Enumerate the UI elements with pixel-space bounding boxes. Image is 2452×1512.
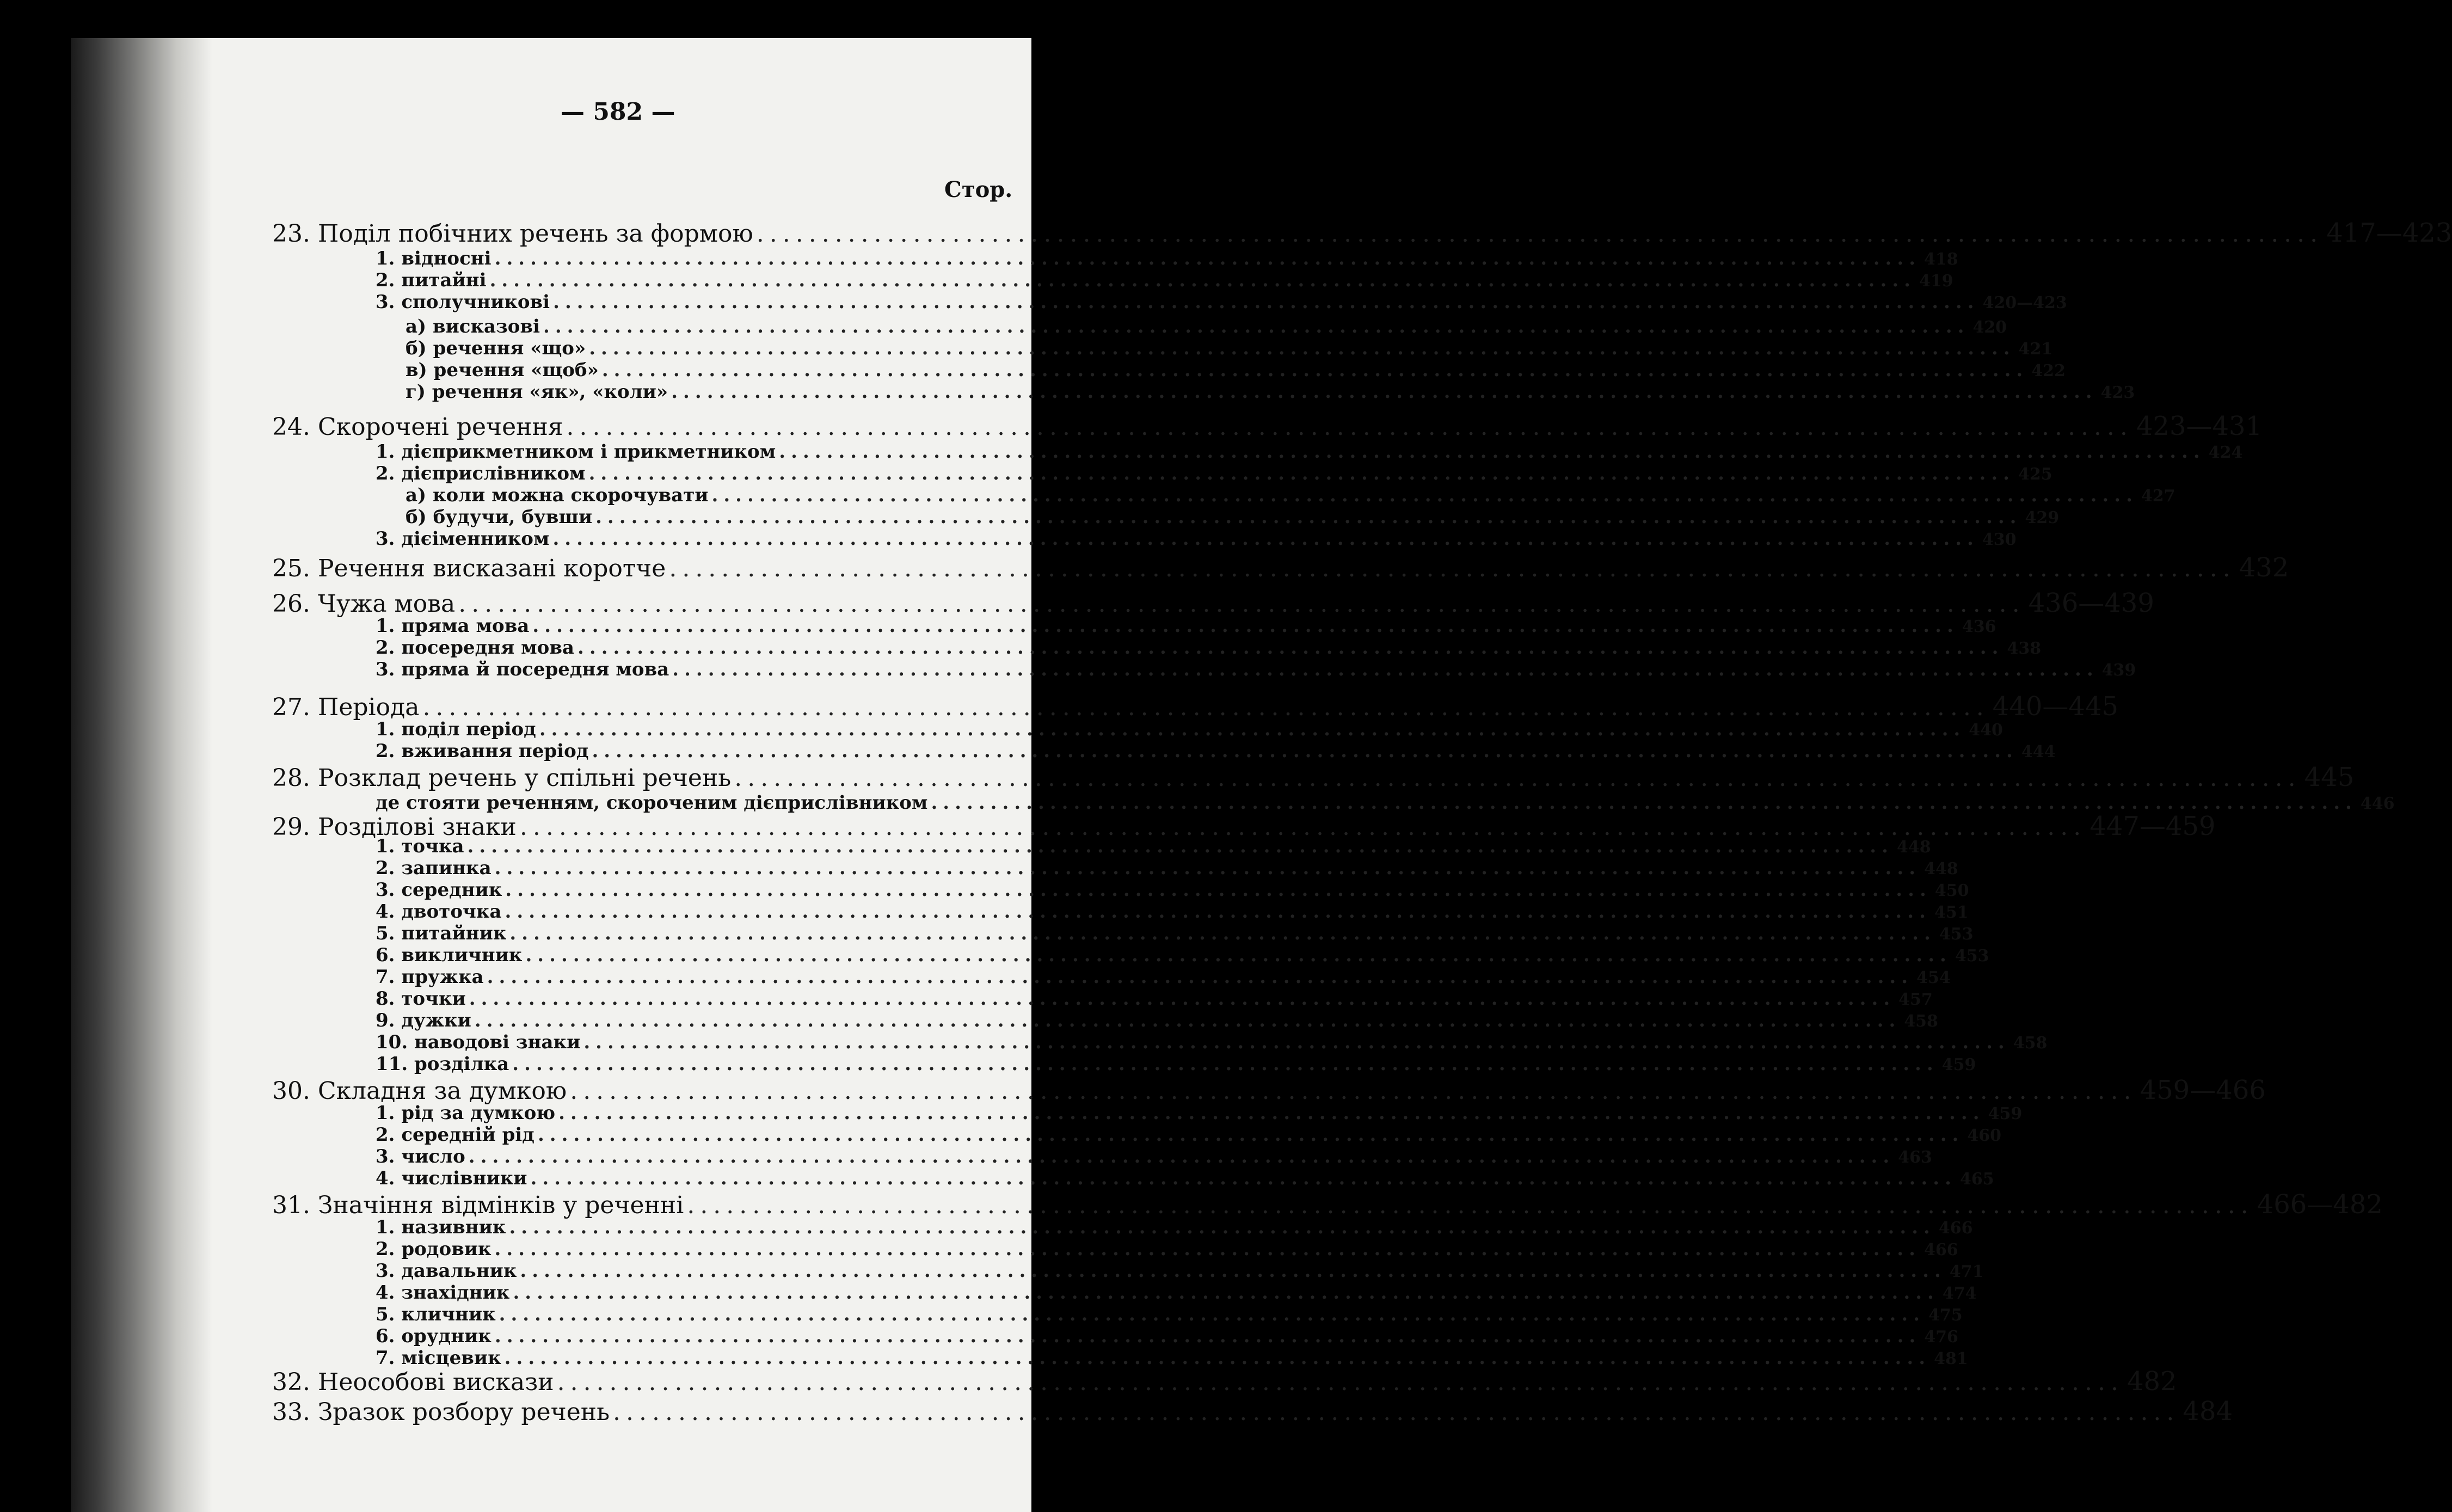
- toc-entry-page: 429: [2025, 508, 2060, 527]
- toc-subsection-row: [376, 269, 1953, 291]
- toc-entry-page: 458: [2013, 1034, 2048, 1053]
- toc-entry-page: 459: [1941, 1055, 1976, 1074]
- toc-subsection-row: [376, 944, 1989, 966]
- toc-entry-page: 459—466: [2140, 1075, 2266, 1105]
- toc-subsection-row: [376, 463, 2052, 484]
- toc-section-row: [272, 1189, 2383, 1220]
- dot-leader: ........................................................................................................................: [422, 693, 1989, 721]
- toc-entry-label: 23. Поділ побічних речень за формою: [272, 220, 753, 248]
- dot-leader: ........................................................................................................................: [499, 1304, 1926, 1325]
- toc-subsection-row: [376, 1325, 1958, 1347]
- dot-leader: ........................................................................................................................: [474, 1010, 1901, 1031]
- toc-entry-page: 471: [1949, 1262, 1984, 1281]
- dot-leader: ........................................................................................................................: [468, 1146, 1895, 1167]
- toc-entry-label: 3. давальник: [376, 1260, 517, 1282]
- dot-leader: ........................................................................................................................: [592, 740, 2018, 762]
- toc-subsection-row: [376, 923, 1974, 944]
- toc-subsection-row: [376, 248, 1958, 269]
- toc-entry-label: 1. поділ період: [376, 718, 536, 740]
- toc-entry-label: 25. Речення висказані коротче: [272, 555, 666, 582]
- toc-entry-page: 457: [1898, 990, 1933, 1009]
- dot-leader: ........................................................................................................................: [669, 555, 2236, 582]
- dot-leader: ........................................................................................................................: [505, 879, 1932, 901]
- dot-leader: ........................................................................................................................: [525, 944, 1952, 966]
- toc-entry-label: 24. Скорочені речення: [272, 413, 563, 441]
- book-page: [71, 38, 2452, 1512]
- toc-section-row: [272, 1075, 2266, 1105]
- toc-entry-label: 27. Періода: [272, 693, 420, 721]
- dot-leader: ........................................................................................................................: [931, 792, 2357, 814]
- dot-leader: ........................................................................................................................: [588, 463, 2015, 484]
- dot-leader: ........................................................................................................................: [494, 248, 1921, 269]
- toc-subsection-row: [376, 1260, 1984, 1282]
- dot-leader: ........................................................................................................................: [519, 813, 2087, 841]
- dot-leader: ........................................................................................................................: [467, 835, 1894, 857]
- dot-leader: ........................................................................................................................: [734, 764, 2301, 792]
- dot-leader: ........................................................................................................................: [494, 1325, 1921, 1347]
- dot-leader: ........................................................................................................................: [671, 381, 2098, 403]
- toc-subsection-row: [376, 291, 2067, 313]
- dot-leader: ........................................................................................................................: [458, 590, 2025, 618]
- toc-section-row: [272, 588, 2154, 618]
- dot-leader: ........................................................................................................................: [469, 988, 1896, 1010]
- page-column-label: Стор.: [944, 177, 1013, 202]
- toc-subsection-row: [405, 484, 2176, 506]
- toc-entry-page: 481: [1934, 1349, 1968, 1368]
- toc-subsection-row: [405, 381, 2135, 403]
- toc-subsection-row: [376, 1347, 1968, 1369]
- toc-entry-page: 427: [2141, 487, 2176, 506]
- toc-subsection-row: [376, 1124, 2002, 1146]
- toc-subsection-row: [405, 506, 2060, 528]
- toc-entry-label: 26. Чужа мова: [272, 590, 456, 618]
- toc-entry-page: 465: [1959, 1170, 1994, 1189]
- toc-entry-page: 450: [1934, 881, 1969, 900]
- toc-entry-label: 33. Зразок розбору речень: [272, 1398, 610, 1426]
- toc-subsection-row: [376, 740, 2056, 762]
- dot-leader: ........................................................................................................................: [543, 316, 1970, 337]
- toc-entry-label: 11. розділка: [376, 1053, 509, 1075]
- dot-leader: ........................................................................................................................: [595, 506, 2022, 528]
- toc-subsection-row: [376, 966, 1951, 988]
- toc-entry-label: г) речення «як», «коли»: [405, 381, 668, 403]
- toc-subsection-row: [376, 901, 1969, 923]
- toc-entry-label: 5. питайник: [376, 923, 507, 944]
- toc-section-row: [272, 552, 2289, 583]
- toc-subsection-row: [376, 835, 1931, 857]
- toc-entry-page: 448: [1924, 859, 1958, 878]
- toc-subsection-row: [376, 1010, 1938, 1031]
- toc-entry-label: а) висказові: [405, 316, 540, 337]
- dot-leader: ........................................................................................................................: [601, 359, 2029, 381]
- toc-entry-label: б) будучи, бувши: [405, 506, 593, 528]
- toc-entry-page: 421: [2018, 340, 2053, 359]
- dot-leader: ........................................................................................................................: [530, 1167, 1957, 1189]
- toc-entry-page: 417—423: [2326, 218, 2452, 248]
- toc-entry-page: 451: [1934, 903, 1969, 922]
- toc-entry-page: 460: [1967, 1126, 2002, 1145]
- toc-section-row: [272, 1396, 2233, 1427]
- toc-entry-page: 463: [1898, 1148, 1932, 1167]
- toc-entry-page: 430: [1982, 530, 2017, 549]
- dot-leader: ........................................................................................................................: [512, 1053, 1939, 1075]
- toc-entry-label: 32. Неособові вискази: [272, 1368, 554, 1396]
- toc-subsection-row: [376, 879, 1969, 901]
- toc-entry-label: 2. питайні: [376, 269, 487, 291]
- toc-subsection-row: [405, 359, 2066, 381]
- toc-entry-label: 1. називник: [376, 1216, 506, 1238]
- toc-entry-page: 448: [1896, 838, 1931, 857]
- toc-subsection-row: [376, 1167, 1994, 1189]
- toc-entry-page: 453: [1939, 925, 1974, 944]
- toc-entry-label: 1. дієприкметником і прикметником: [376, 441, 776, 463]
- toc-entry-label: 2. середній рід: [376, 1124, 534, 1146]
- toc-subsection-row: [376, 1031, 2048, 1053]
- toc-entry-label: б) речення «що»: [405, 337, 586, 359]
- toc-entry-page: 424: [2208, 443, 2243, 462]
- toc-entry-page: 476: [1924, 1327, 1958, 1347]
- toc-entry-label: 28. Розклад речень у спільні речень: [272, 764, 732, 792]
- toc-entry-page: 474: [1942, 1284, 1977, 1303]
- toc-entry-page: 466—482: [2257, 1189, 2383, 1220]
- toc-entry-page: 446: [2360, 794, 2395, 813]
- toc-entry-page: 440—445: [1992, 691, 2119, 722]
- toc-entry-label: 3. число: [376, 1146, 465, 1167]
- dot-leader: ........................................................................................................................: [570, 1077, 2137, 1105]
- toc-entry-page: 419: [1919, 272, 1953, 291]
- toc-subsection-row: [376, 637, 2042, 659]
- toc-entry-page: 439: [2101, 661, 2136, 680]
- toc-subsection-row: [376, 718, 2003, 740]
- toc-entry-page: 458: [1904, 1012, 1938, 1031]
- toc-entry-label: 9. дужки: [376, 1010, 471, 1031]
- toc-subsection-row: [376, 792, 2395, 814]
- toc-entry-label: 10. наводові знаки: [376, 1031, 581, 1053]
- toc-entry-label: 2. запинка: [376, 857, 491, 879]
- dot-leader: ........................................................................................................................: [520, 1260, 1946, 1282]
- toc-entry-label: а) коли можна скорочувати: [405, 484, 709, 506]
- toc-entry-label: 5. кличник: [376, 1304, 496, 1325]
- toc-entry-page: 444: [2021, 742, 2056, 761]
- dot-leader: ........................................................................................................................: [583, 1031, 2010, 1053]
- toc-subsection-row: [376, 1216, 1973, 1238]
- toc-section-row: [272, 411, 2263, 441]
- toc-entry-page: 445: [2304, 762, 2355, 792]
- dot-leader: ........................................................................................................................: [539, 718, 1966, 740]
- toc-entry-label: 4. знахідник: [376, 1282, 510, 1304]
- dot-leader: ........................................................................................................................: [756, 220, 2324, 248]
- toc-entry-page: 440: [1969, 721, 2003, 740]
- toc-entry-label: 7. місцевик: [376, 1347, 501, 1369]
- toc-subsection-row: [376, 1304, 1963, 1325]
- dot-leader: ........................................................................................................................: [509, 923, 1936, 944]
- dot-leader: ........................................................................................................................: [513, 1282, 1939, 1304]
- toc-entry-page: 420—423: [1982, 293, 2067, 312]
- toc-entry-page: 422: [2031, 361, 2066, 380]
- toc-subsection-row: [376, 1282, 1977, 1304]
- toc-entry-page: 438: [2007, 639, 2042, 658]
- toc-entry-label: 1. точка: [376, 835, 464, 857]
- toc-entry-page: 420: [1972, 318, 2007, 337]
- toc-entry-page: 482: [2127, 1366, 2177, 1397]
- toc-entry-page: 466: [1938, 1219, 1973, 1238]
- toc-entry-page: 436: [1962, 617, 1996, 636]
- dot-leader: ........................................................................................................................: [589, 337, 2015, 359]
- dot-leader: ........................................................................................................................: [557, 1368, 2124, 1396]
- toc-subsection-row: [376, 441, 2243, 463]
- toc-entry-page: 423—431: [2136, 411, 2263, 441]
- toc-entry-page: 466: [1924, 1240, 1958, 1259]
- toc-entry-label: 2. дієприслівником: [376, 463, 586, 484]
- toc-subsection-row: [376, 1053, 1976, 1075]
- toc-subsection-row: [376, 857, 1958, 879]
- dot-leader: ........................................................................................................................: [537, 1124, 1964, 1146]
- toc-entry-label: 3. дієіменником: [376, 528, 550, 550]
- toc-entry-page: 453: [1955, 946, 1989, 966]
- toc-section-row: [272, 691, 2119, 722]
- toc-entry-page: 423: [2100, 383, 2135, 402]
- toc-section-row: [272, 762, 2355, 792]
- toc-subsection-row: [376, 1238, 1958, 1260]
- toc-entry-page: 432: [2239, 552, 2289, 583]
- toc-entry-label: 2. родовик: [376, 1238, 491, 1260]
- toc-subsection-row: [376, 528, 2017, 550]
- toc-section-row: [272, 1366, 2177, 1397]
- toc-subsection-row: [405, 316, 2007, 337]
- toc-entry-label: 1. рід за думкою: [376, 1102, 556, 1124]
- toc-entry-label: 4. числівники: [376, 1167, 527, 1189]
- toc-entry-label: 3. сполучникові: [376, 291, 550, 313]
- toc-entry-label: 1. відносні: [376, 248, 491, 269]
- dot-leader: ........................................................................................................................: [494, 1238, 1921, 1260]
- dot-leader: ........................................................................................................................: [687, 1191, 2254, 1219]
- toc-entry-label: 8. точки: [376, 988, 466, 1010]
- toc-entry-label: 4. двоточка: [376, 901, 502, 923]
- toc-entry-label: 3. середник: [376, 879, 502, 901]
- dot-leader: ........................................................................................................................: [577, 637, 2004, 659]
- toc-entry-label: 1. пряма мова: [376, 615, 530, 637]
- toc-entry-label: 29. Розділові знаки: [272, 813, 517, 841]
- toc-section-row: [272, 218, 2452, 248]
- dot-leader: ........................................................................................................................: [487, 966, 1914, 988]
- toc-entry-label: 6. викличник: [376, 944, 523, 966]
- toc-entry-label: 2. вживання період: [376, 740, 589, 762]
- toc-entry-label: де стояти реченням, скороченим дієприслівником: [376, 792, 928, 814]
- toc-entry-label: 7. пружка: [376, 966, 484, 988]
- toc-entry-page: 436—439: [2028, 588, 2154, 618]
- toc-entry-page: 454: [1916, 968, 1951, 987]
- dot-leader: ........................................................................................................................: [711, 484, 2138, 506]
- dot-leader: ........................................................................................................................: [566, 413, 2133, 441]
- toc-entry-page: 484: [2183, 1396, 2233, 1427]
- toc-entry-page: 459: [1988, 1104, 2023, 1123]
- toc-subsection-row: [376, 1102, 2023, 1124]
- dot-leader: ........................................................................................................................: [505, 901, 1931, 923]
- toc-subsection-row: [376, 659, 2136, 680]
- toc-subsection-row: [405, 337, 2053, 359]
- toc-subsection-row: [376, 615, 1996, 637]
- toc-entry-label: 2. посередня мова: [376, 637, 575, 659]
- toc-entry-page: 475: [1928, 1306, 1963, 1325]
- toc-entry-label: 30. Складня за думкою: [272, 1077, 567, 1105]
- toc-entry-label: 6. орудник: [376, 1325, 491, 1347]
- dot-leader: ........................................................................................................................: [553, 291, 1980, 313]
- dot-leader: ........................................................................................................................: [494, 857, 1921, 879]
- dot-leader: ........................................................................................................................: [489, 269, 1916, 291]
- dot-leader: ........................................................................................................................: [779, 441, 2205, 463]
- toc-entry-page: 447—459: [2090, 811, 2216, 841]
- dot-leader: ........................................................................................................................: [552, 528, 1979, 550]
- dot-leader: ........................................................................................................................: [504, 1347, 1931, 1369]
- dot-leader: ........................................................................................................................: [532, 615, 1959, 637]
- dot-leader: ........................................................................................................................: [558, 1102, 1985, 1124]
- dot-leader: ........................................................................................................................: [509, 1216, 1935, 1238]
- toc-entry-page: 418: [1924, 250, 1958, 269]
- table-of-contents: [71, 38, 2452, 1512]
- dot-leader: ........................................................................................................................: [672, 659, 2099, 680]
- toc-subsection-row: [376, 988, 1933, 1010]
- dot-leader: ........................................................................................................................: [613, 1398, 2180, 1426]
- toc-entry-label: 3. пряма й посередня мова: [376, 659, 669, 680]
- toc-entry-label: 31. Значіння відмінків у реченні: [272, 1191, 684, 1219]
- toc-entry-label: в) речення «щоб»: [405, 359, 599, 381]
- toc-subsection-row: [376, 1146, 1932, 1167]
- page-number-header: — 582 —: [561, 98, 675, 126]
- toc-entry-page: 425: [2018, 465, 2052, 484]
